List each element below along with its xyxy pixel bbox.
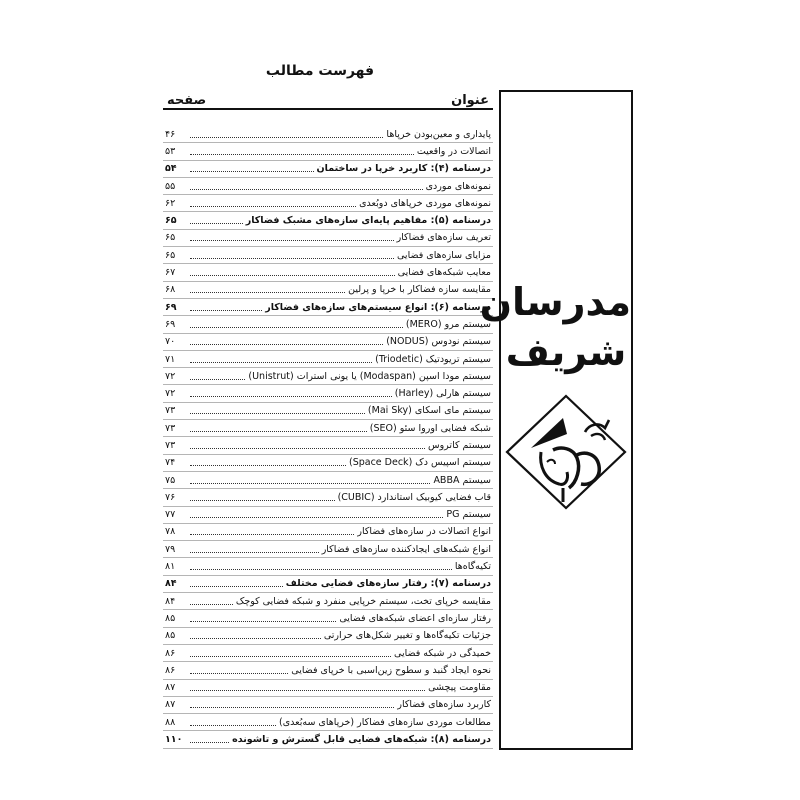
toc-entry: [163, 126, 493, 143]
toc-entry-page: ۶۸: [165, 284, 176, 296]
toc-entry: [163, 178, 493, 195]
toc-entry-leader: [190, 344, 383, 345]
title-column-header: عنوان: [451, 93, 489, 108]
toc-entry-leader: [190, 517, 443, 518]
toc-entry-leader: [190, 673, 288, 674]
table-of-contents: [163, 88, 493, 749]
toc-entry-title: نمونه‌های موردی خرپاهای دوبُعدی: [359, 197, 491, 209]
toc-entry-page: ۷۶: [165, 491, 176, 503]
toc-entry-title: مقایسه سازه فضاکار با خرپا و پرلین: [348, 284, 491, 296]
toc-entry-leader: [190, 171, 314, 172]
toc-entry-title: سیستم نودوس (NODUS): [386, 336, 491, 348]
toc-entry-title: سیستم هارلی (Harley): [394, 388, 491, 400]
toc-entry-leader: [190, 742, 229, 743]
toc-entry: [163, 628, 493, 645]
toc-entry: [163, 610, 493, 627]
toc-entry-title: درسنامه (۴): کاربرد خرپا در ساختمان: [316, 163, 491, 175]
toc-entry-leader: [190, 362, 372, 363]
toc-entry: [163, 368, 493, 385]
toc-entry-page: ۷۹: [165, 543, 176, 555]
toc-entry: [163, 645, 493, 662]
toc-entry-leader: [190, 189, 423, 190]
toc-entry-leader: [190, 413, 365, 414]
toc-entry: [163, 161, 493, 178]
toc-entry-page: ۶۲: [165, 197, 176, 209]
toc-entry: [163, 282, 493, 299]
toc-entry-title: مقایسه خرپای تخت، سیستم خرپایی منفرد و شبکه فضایی کوچک: [235, 595, 491, 607]
toc-entry-title: انواع اتصالات در سازه‌های فضاکار: [357, 526, 491, 538]
toc-entry-page: ۷۸: [165, 526, 176, 538]
publisher-brand-panel: [479, 90, 633, 750]
toc-entry-page: ۷۵: [165, 474, 176, 486]
toc-entry-leader: [190, 327, 403, 328]
toc-entry-leader: [190, 137, 383, 138]
toc-entry: [163, 593, 493, 610]
toc-entry: [163, 455, 493, 472]
toc-entry-page: ۷۲: [165, 370, 176, 382]
toc-entry-leader: [190, 310, 262, 311]
toc-entry-page: ۷۳: [165, 405, 176, 417]
toc-entry-page: ۵۴: [165, 163, 177, 175]
toc-entry-leader: [190, 240, 394, 241]
publisher-name: [479, 277, 631, 377]
toc-entry-leader: [190, 569, 452, 570]
toc-entry-page: ۵۳: [165, 145, 176, 157]
publisher-name-line-1: مدرسان: [479, 280, 631, 324]
toc-entry-title: رفتار سازه‌ای اعضای شبکه‌های فضایی: [339, 612, 491, 624]
toc-entry-title: معایب شبکه‌های فضایی: [397, 267, 491, 279]
toc-entry-title: سیستم مای اسکای (Mai Sky): [367, 405, 491, 417]
toc-entry-leader: [190, 223, 243, 224]
toc-entry-title: سیستم مودا اسپن (Modaspan) یا یونی استرات (Unistrut): [248, 370, 491, 382]
toc-entry: [163, 576, 493, 593]
toc-entry-title: درسنامه (۷): رفتار سازه‌های فضایی مختلف: [285, 578, 491, 590]
toc-entry: [163, 507, 493, 524]
toc-entry-page: ۴۶: [165, 128, 176, 140]
toc-entry-leader: [190, 206, 356, 207]
toc-entry-title: تکیه‌گاه‌ها: [454, 561, 491, 573]
toc-entry-page: ۸۵: [165, 630, 176, 642]
toc-entry-title: مقاومت پیچشی: [428, 682, 491, 694]
toc-entry-page: ۷۲: [165, 388, 176, 400]
toc-entry-leader: [190, 396, 392, 397]
toc-entry: [163, 558, 493, 575]
toc-entry-page: ۷۱: [165, 353, 176, 365]
toc-entry-page: ۱۱۰: [165, 734, 183, 746]
toc-entry: [163, 316, 493, 333]
toc-entry-leader: [190, 258, 394, 259]
toc-entry: [163, 299, 493, 316]
toc-entry-leader: [190, 379, 245, 380]
toc-entry: [163, 264, 493, 281]
toc-entry-page: ۷۳: [165, 422, 176, 434]
toc-entry-leader: [190, 638, 321, 639]
toc-entry: [163, 195, 493, 212]
toc-entry-page: ۶۹: [165, 318, 176, 330]
toc-entry-title: خمیدگی در شبکه فضایی: [394, 647, 491, 659]
toc-entry-title: سیستم ABBA: [433, 474, 491, 486]
toc-entry-title: جزئیات تکیه‌گاه‌ها و تغییر شکل‌های حرارتی: [323, 630, 491, 642]
toc-entry-title: سیستم PG: [446, 509, 491, 521]
toc-entry-title: پایداری و معین‌بودن خرپاها: [386, 128, 491, 140]
publisher-logo-icon: [503, 392, 629, 512]
toc-entry: [163, 489, 493, 506]
toc-entry-leader: [190, 621, 336, 622]
toc-entry: [163, 662, 493, 679]
toc-entry-page: ۶۹: [165, 301, 177, 313]
toc-entry-page: ۵۵: [165, 180, 176, 192]
toc-entry-page: ۸۴: [165, 578, 177, 590]
toc-entry: [163, 697, 493, 714]
toc-entry: [163, 714, 493, 731]
toc-entry-leader: [190, 275, 395, 276]
toc-entry: [163, 731, 493, 748]
toc-entry-leader: [190, 725, 276, 726]
toc-entry-title: کاربرد سازه‌های فضاکار: [397, 699, 491, 711]
toc-entry-leader: [190, 154, 414, 155]
toc-entry-leader: [190, 431, 367, 432]
toc-entry-title: سیستم تریودتیک (Triodetic): [375, 353, 491, 365]
toc-entry-page: ۸۷: [165, 682, 176, 694]
page-title: فهرست مطالب: [265, 63, 375, 79]
toc-entry-title: مزایای سازه‌های فضایی: [397, 249, 491, 261]
toc-entry: [163, 385, 493, 402]
toc-entry-leader: [190, 292, 345, 293]
toc-entry-page: ۸۶: [165, 647, 176, 659]
toc-entry-page: ۶۷: [165, 267, 176, 279]
toc-header: [163, 88, 493, 110]
toc-entry-title: درسنامه (۸): شبکه‌های فضایی قابل گسترش و تاشونده: [232, 734, 491, 746]
toc-entry-page: ۷۰: [165, 336, 176, 348]
toc-entry-title: سیستم اسپیس دک (Space Deck): [348, 457, 491, 469]
toc-entry: [163, 524, 493, 541]
toc-entry-page: ۸۵: [165, 612, 176, 624]
toc-entry-page: ۸۸: [165, 716, 176, 728]
toc-entry-leader: [190, 448, 425, 449]
toc-entry-title: شبکه فضایی اوروا سئو (SEO): [369, 422, 491, 434]
toc-entry-title: درسنامه (۶): انواع سیستم‌های سازه‌های فضاکار: [265, 301, 491, 313]
toc-entry: [163, 541, 493, 558]
toc-entry-page: ۷۳: [165, 439, 176, 451]
toc-entry-title: نمونه‌های موردی: [425, 180, 491, 192]
toc-entry-leader: [190, 500, 335, 501]
toc-entry-page: ۶۵: [165, 215, 177, 227]
toc-entry-leader: [190, 483, 430, 484]
toc-entry-page: ۸۷: [165, 699, 176, 711]
toc-entry: [163, 143, 493, 160]
toc-entry-title: سیستم مرو (MERO): [405, 318, 491, 330]
toc-entry-title: مطالعات موردی سازه‌های فضاکار (خرپاهای سه‌بُعدی): [279, 716, 491, 728]
toc-entry-title: سیستم کاتروس: [428, 439, 491, 451]
page-column-header: صفحه: [167, 93, 207, 108]
toc-entry-leader: [190, 552, 319, 553]
toc-entry-leader: [190, 586, 283, 587]
toc-entry-title: تعریف سازه‌های فضاکار: [396, 232, 491, 244]
toc-entry: [163, 680, 493, 697]
toc-list: [163, 126, 493, 749]
toc-entry-leader: [190, 465, 346, 466]
toc-entry-page: ۶۵: [165, 232, 176, 244]
toc-entry-page: ۷۴: [165, 457, 176, 469]
toc-entry: [163, 334, 493, 351]
toc-entry-title: قاب فضایی کیوبیک استاندارد (CUBIC): [337, 491, 491, 503]
toc-entry-page: ۶۵: [165, 249, 176, 261]
toc-entry: [163, 230, 493, 247]
publisher-name-line-2: شریف: [505, 330, 627, 374]
toc-entry: [163, 212, 493, 229]
toc-entry-title: نحوه ایجاد گنبد و سطوح زین‌اسبی با خرپای فضایی: [291, 664, 491, 676]
toc-entry-leader: [190, 690, 425, 691]
toc-entry-leader: [190, 534, 354, 535]
toc-entry: [163, 472, 493, 489]
toc-entry-page: ۷۷: [165, 509, 176, 521]
toc-entry-page: ۸۶: [165, 664, 176, 676]
toc-entry-leader: [190, 604, 233, 605]
toc-entry: [163, 420, 493, 437]
toc-entry: [163, 403, 493, 420]
toc-entry: [163, 247, 493, 264]
toc-entry-page: ۸۴: [165, 595, 176, 607]
toc-entry-title: اتصالات در واقعیت: [416, 145, 491, 157]
toc-entry-leader: [190, 656, 391, 657]
toc-entry-page: ۸۱: [165, 561, 176, 573]
toc-entry-title: درسنامه (۵): مفاهیم پایه‌ای سازه‌های مشبک فضاکار: [245, 215, 491, 227]
toc-entry-title: انواع شبکه‌های ایجادکننده سازه‌های فضاکار: [321, 543, 491, 555]
toc-entry: [163, 351, 493, 368]
toc-entry-leader: [190, 707, 394, 708]
toc-entry: [163, 437, 493, 454]
